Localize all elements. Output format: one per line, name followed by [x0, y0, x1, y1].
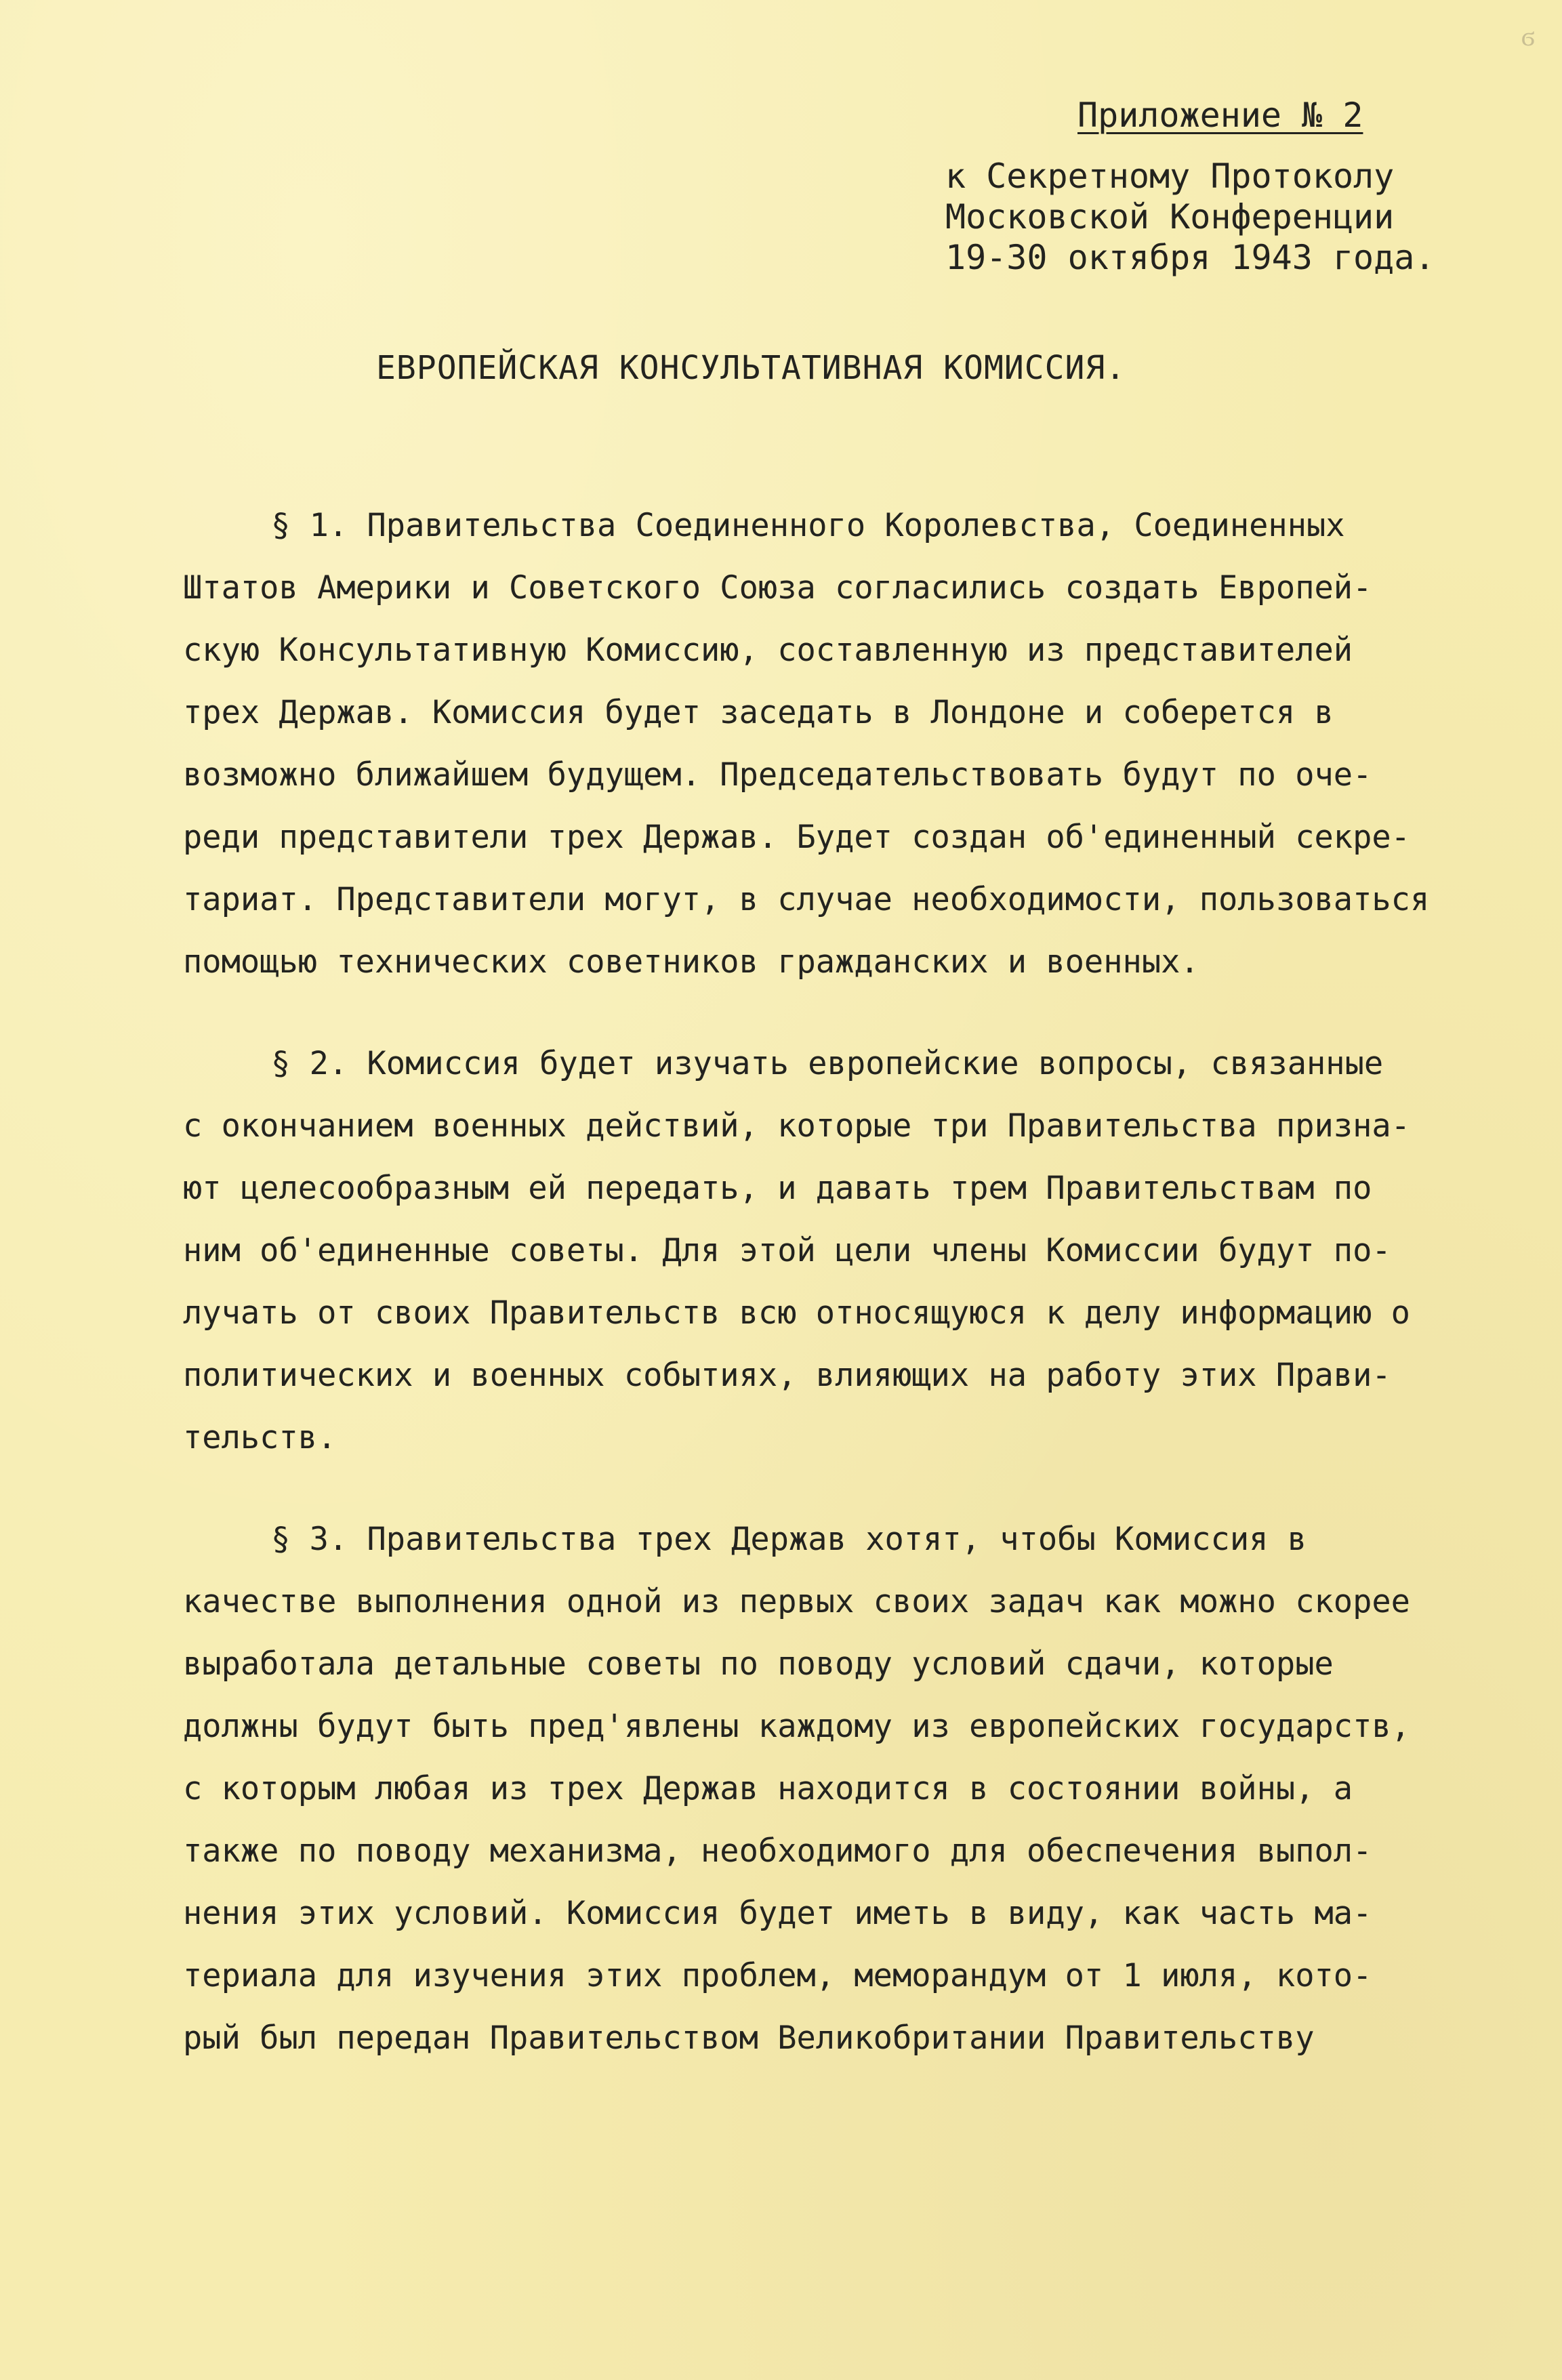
text-line: ним об'единенные советы. Для этой цели члены Комиссии будут по- [183, 1232, 1391, 1269]
annex-header [945, 95, 1501, 278]
document-body [183, 495, 1525, 2109]
text-line: с которым любая из трех Держав находится в состоянии войны, а [183, 1770, 1353, 1807]
text-line: должны будут быть пред'явлены каждому из европейских государств, [183, 1708, 1410, 1745]
text-line: также по поводу механизма, необходимого для обеспечения выпол- [183, 1832, 1372, 1870]
text-line: трех Держав. Комиссия будет заседать в Лондоне и соберется в [183, 694, 1334, 731]
annex-ref-line: к Секретному Протоколу [945, 157, 1395, 196]
text-line: § 3. Правительства трех Держав хотят, чтобы Комиссия в [271, 1521, 1307, 1558]
text-line: ют целесообразным ей передать, и давать трем Правительствам по [183, 1170, 1372, 1207]
text-line: тариат. Представители могут, в случае необходимости, пользоваться [183, 881, 1430, 918]
annex-label: Приложение № 2 [1077, 96, 1363, 135]
text-line: реди представители трех Держав. Будет создан об'единенный секре- [183, 819, 1410, 856]
paragraph-1 [183, 495, 1525, 993]
text-line: качестве выполнения одной из первых своих задач как можно скорее [183, 1583, 1410, 1620]
text-line: нения этих условий. Комиссия будет иметь в виду, как часть ма- [183, 1895, 1372, 1932]
text-line: териала для изучения этих проблем, меморандум от 1 июля, кото- [183, 1957, 1372, 1994]
text-line: выработала детальные советы по поводу условий сдачи, которые [183, 1645, 1334, 1683]
document-title: ЕВРОПЕЙСКАЯ КОНСУЛЬТАТИВНАЯ КОМИССИЯ. [376, 349, 1126, 387]
text-line: § 1. Правительства Соединенного Королевства, Соединенных [271, 507, 1345, 544]
text-line: рый был передан Правительством Великобритании Правительству [183, 2019, 1315, 2057]
paragraph-2 [183, 1033, 1525, 1469]
text-line: Штатов Америки и Советского Союза согласились создать Европей- [183, 569, 1372, 607]
text-line: политических и военных событиях, влияющих на работу этих Прави- [183, 1357, 1391, 1394]
annex-ref-line: Московской Конференции [945, 197, 1395, 237]
text-line: помощью технических советников гражданских и военных. [183, 943, 1199, 981]
page-corner-mark: ϭ [1521, 21, 1535, 52]
text-line: возможно ближайшем будущем. Председательствовать будут по оче- [183, 756, 1372, 794]
text-line: тельств. [183, 1419, 337, 1456]
text-line: с окончанием военных действий, которые три Правительства призна- [183, 1107, 1410, 1145]
text-line: лучать от своих Правительств всю относящуюся к делу информацию о [183, 1294, 1410, 1332]
paragraph-3 [183, 1509, 1525, 2070]
text-line: § 2. Комиссия будет изучать европейские вопросы, связанные [271, 1045, 1384, 1082]
annex-ref-line: 19-30 октября 1943 года. [945, 238, 1435, 277]
text-line: скую Консультативную Комиссию, составленную из представителей [183, 632, 1353, 669]
